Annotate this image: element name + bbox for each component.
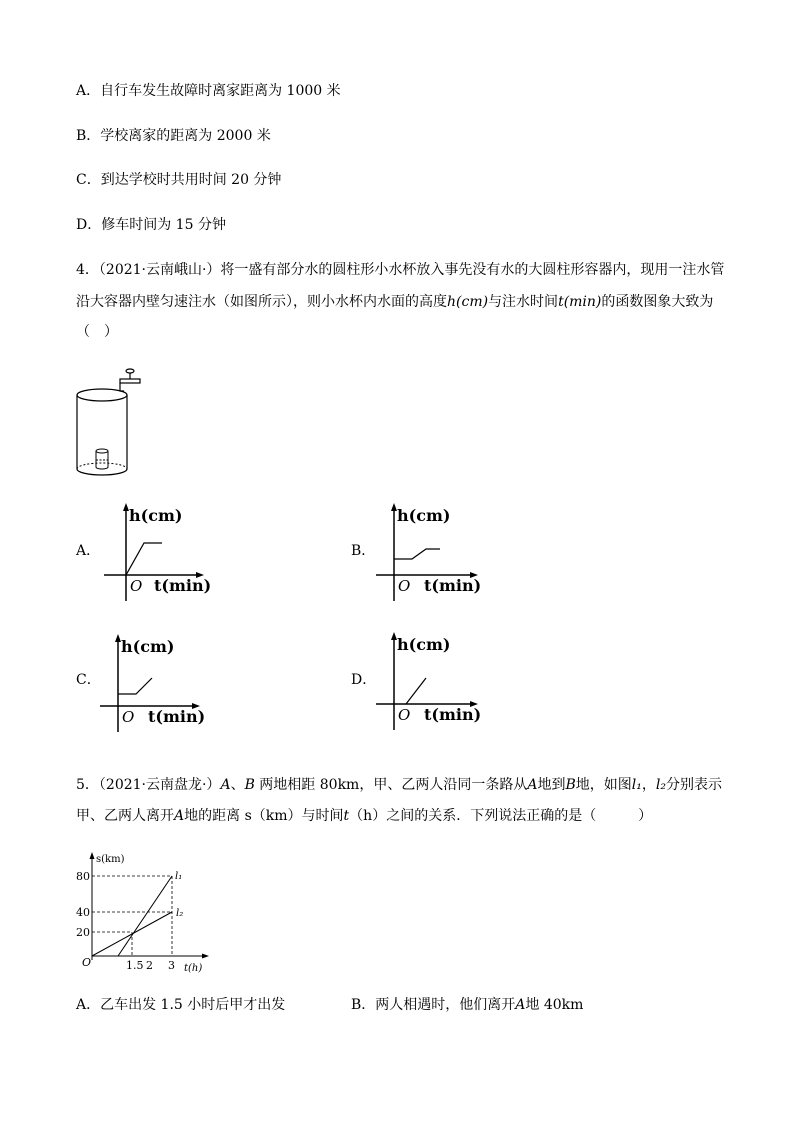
- q3-option-b: B．学校离家的距离为 2000 米: [76, 128, 271, 144]
- q4-stem-line1: 4．（2021·云南峨山·）将一盛有部分水的圆柱形小水杯放入事先没有水的大圆柱形容器内，现用一注水管: [76, 262, 725, 278]
- xtick-1-5: 1.5: [126, 959, 144, 972]
- origin-label: O: [130, 577, 143, 595]
- container-illustration: [74, 365, 164, 483]
- q4-option-d-graph: [370, 626, 486, 734]
- line-label-l1: l₁: [175, 871, 183, 882]
- q5-option-b: B．两人相遇时，他们离开A地 40km: [351, 997, 584, 1013]
- ytick-40: 40: [76, 906, 90, 919]
- h-unit: h(cm): [447, 294, 489, 310]
- origin-label: O: [398, 577, 411, 595]
- q3-option-c: C．到达学校时共用时间 20 分钟: [76, 172, 282, 188]
- q4-option-b-label: B．: [351, 543, 376, 559]
- xlabel: t(min): [154, 576, 212, 595]
- q4-stem-line3: （ ）: [76, 324, 118, 340]
- q4-option-b-graph: [370, 497, 486, 605]
- ytick-80: 80: [76, 870, 90, 883]
- origin-label: O: [82, 956, 92, 969]
- q5-stem-line1: 5．（2021·云南盘龙·）A、B 两地相距 80km，甲、乙两人沿同一条路从A地到B地，如图l₁，l₂分别表示: [76, 777, 722, 793]
- ytick-20: 20: [76, 926, 90, 939]
- q5-stem-line2: 甲、乙两人离开A地的距离 s（km）与时间t（h）之间的关系．下列说法正确的是（ ）: [76, 808, 653, 824]
- q3-option-a: A．自行车发生故障时离家距离为 1000 米: [76, 83, 341, 99]
- ylabel: h(cm): [129, 506, 183, 525]
- ylabel: s(km): [96, 854, 125, 865]
- q4-stem-line2: 沿大容器内壁匀速注水（如图所示），则小水杯内水面的高度h(cm)与注水时间t(min)的函数图象大致为: [76, 294, 714, 310]
- xlabel: t(min): [148, 707, 206, 726]
- xlabel: t(min): [424, 705, 482, 724]
- q4-option-c-graph: [94, 626, 210, 734]
- q5-distance-time-graph: [76, 848, 216, 973]
- q5-option-a: A．乙车出发 1.5 小时后甲才出发: [76, 997, 286, 1013]
- t-unit: t(min): [558, 294, 602, 310]
- q4-option-c-label: C．: [76, 672, 101, 688]
- q4-option-a-label: A．: [76, 543, 101, 559]
- xlabel: t(h): [184, 963, 203, 973]
- q4-option-d-label: D．: [351, 672, 377, 688]
- xlabel: t(min): [424, 576, 482, 595]
- origin-label: O: [398, 706, 411, 724]
- origin-label: O: [122, 708, 135, 726]
- line-label-l2: l₂: [176, 908, 184, 919]
- ylabel: h(cm): [121, 637, 175, 656]
- ylabel: h(cm): [397, 635, 451, 654]
- xtick-2: 2: [146, 959, 153, 972]
- q3-option-d: D．修车时间为 15 分钟: [76, 217, 226, 233]
- q4-option-a-graph: [96, 497, 212, 605]
- xtick-3: 3: [168, 959, 175, 972]
- ylabel: h(cm): [397, 506, 451, 525]
